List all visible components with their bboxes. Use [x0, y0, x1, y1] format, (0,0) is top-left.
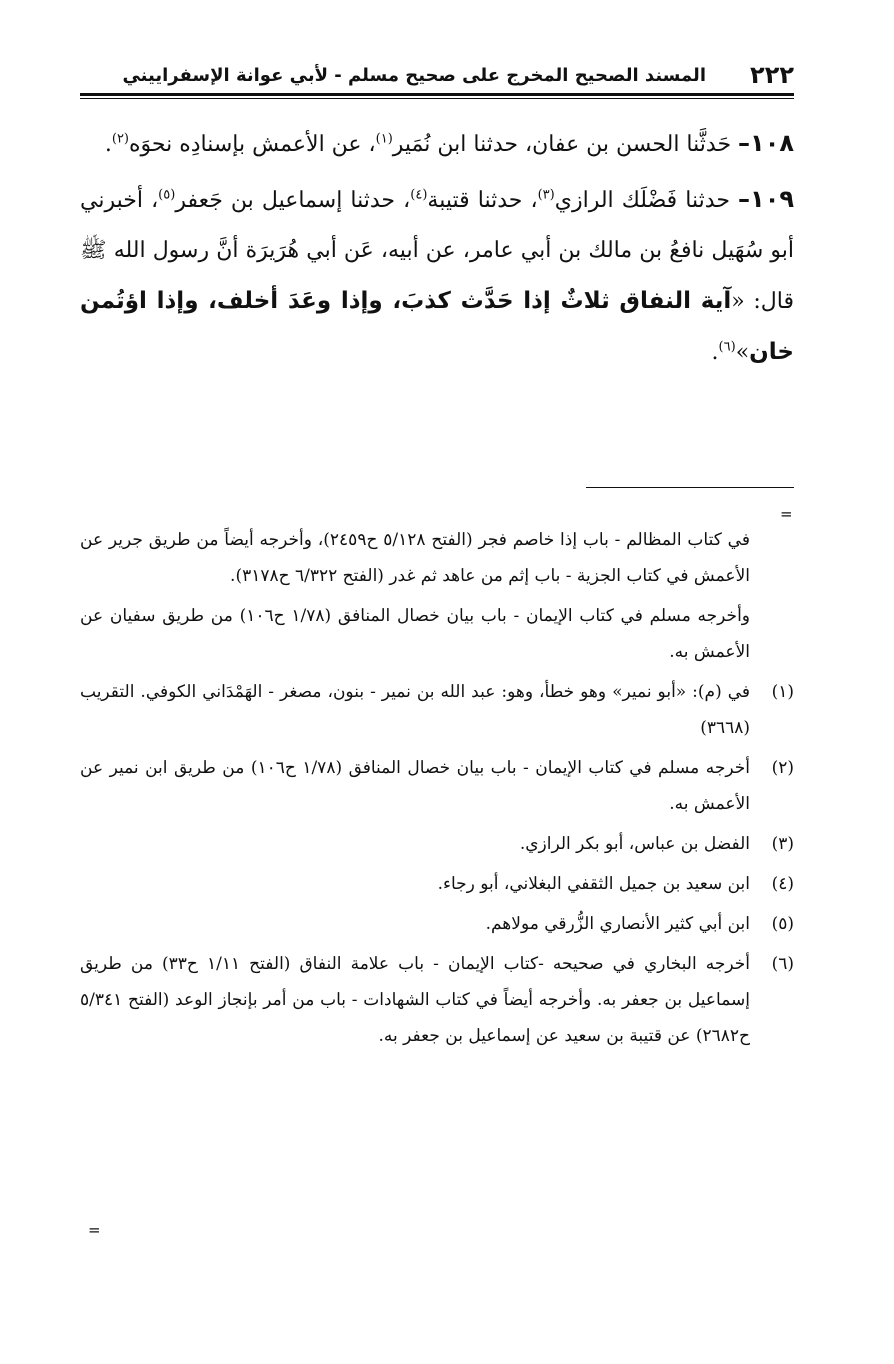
footnote-1 — [80, 674, 794, 746]
footnote-text: ابن سعيد بن جميل الثقفي البغلاني، أبو رجاء. — [437, 874, 750, 894]
page-header — [80, 60, 794, 94]
hadith-number: ١٠٨– — [738, 129, 794, 157]
footnote-3 — [80, 826, 794, 862]
footnote-marker: (٦) — [771, 954, 794, 974]
continuation-marker: = — [780, 505, 793, 523]
footnote-5 — [80, 906, 794, 942]
hadith-text: ، حدثنا قتيبة — [427, 188, 538, 213]
hadith-109 — [80, 174, 794, 378]
footnote-continuation: وأخرجه مسلم في كتاب الإيمان - باب بيان خصال المنافق (١/٧٨ ح١٠٦) من طريق سفيان عن الأعمش به. — [80, 606, 750, 662]
footnote-2 — [80, 750, 794, 822]
header-rule-thick — [80, 93, 794, 96]
continuation-marker-end: = — [88, 1221, 101, 1239]
hadith-text: حَدثَّنا الحسن بن عفان، حدثنا ابن نُمَير — [392, 132, 739, 157]
footnote-text: أخرجه مسلم في كتاب الإيمان - باب بيان خصال المنافق (١/٧٨ ح١٠٦) من طريق ابن نمير عن الأعمش به. — [80, 758, 750, 814]
footnote-ref: (٤) — [410, 187, 428, 203]
hadith-text: ، عن الأعمش بإسنادِه نحوَه — [129, 132, 376, 157]
hadith-text: . — [711, 340, 719, 365]
footnote-ref: (٣) — [537, 187, 555, 203]
footnote-marker: (١) — [771, 682, 794, 702]
header-rule-thin — [80, 98, 794, 99]
hadith-text: . — [104, 132, 112, 157]
hadith-text: ، حدثنا إسماعيل بن جَعفر — [175, 188, 411, 213]
footnote-text: في (م): «أبو نمير» وهو خطأ، وهو: عبد الله بن نمير - بنون، مصغر - الهَمْدَاني الكوفي. التقريب (٣٦٦٨) — [80, 682, 750, 738]
footnote-ref: (١) — [375, 131, 393, 147]
running-title: المسند الصحيح المخرج على صحيح مسلم - لأبي عوانة الإسفراييني — [122, 65, 706, 86]
footnotes — [80, 522, 794, 1058]
footnote-text: الفضل بن عباس، أبو بكر الرازي. — [519, 834, 750, 854]
footnote-4 — [80, 866, 794, 902]
footnote-continuation: في كتاب المظالم - باب إذا خاصم فجر (الفتح ٥/١٢٨ ح٢٤٥٩)، وأخرجه أيضاً من طريق جرير عن الأعمش في كتاب الجزية - باب إثم من عاهد ثم غدر (الفتح ٦/٣٢٢ ح٣١٧٨). — [80, 530, 750, 586]
footnote-ref: (٢) — [111, 131, 129, 147]
footnote-marker: (٢) — [771, 758, 794, 778]
footnote-6 — [80, 946, 794, 1054]
footnote-marker: (٥) — [771, 914, 794, 934]
footnote-marker: (٤) — [771, 874, 794, 894]
footnote-ref: (٥) — [158, 187, 176, 203]
hadith-text: حدثنا فَضْلَك الرازي — [554, 188, 739, 213]
footnote-marker: (٣) — [771, 834, 794, 854]
hadith-text: » — [735, 340, 750, 365]
footnote-text: أخرجه البخاري في صحيحه -كتاب الإيمان - باب علامة النفاق (الفتح ١/١١ ح٣٣) من طريق إسماعيل بن جعفر به. وأخرجه أيضاً في كتاب الشهادات - باب من أمر بإنجاز الوعد (الفتح ٥/٣٤١ ح٢٦٨٢) عن قتيبة بن سعيد عن إسماعيل بن جعفر به. — [80, 954, 750, 1046]
footnote-ref: (٦) — [718, 339, 736, 355]
hadith-108 — [80, 118, 794, 170]
hadith-matn-bold: آية النفاق ثلاثٌ إذا حَدَّث كذبَ، وإذا وعَدَ أخلف، وإذا اؤتُمن خان — [80, 288, 794, 365]
footnote-text: ابن أبي كثير الأنصاري الزُّرقي مولاهم. — [485, 914, 750, 934]
footnote-separator — [586, 487, 794, 488]
main-text — [80, 118, 794, 378]
page-number: ٢٢٢ — [750, 61, 794, 89]
hadith-number: ١٠٩– — [738, 185, 794, 213]
hadith-text: ، أخبرني أبو سُهَيل نافعُ بن مالك بن أبي عامر، عن أبيه، عَن أبي هُرَيرَة أنَّ رسول الله ﷺ قال: « — [80, 188, 794, 314]
